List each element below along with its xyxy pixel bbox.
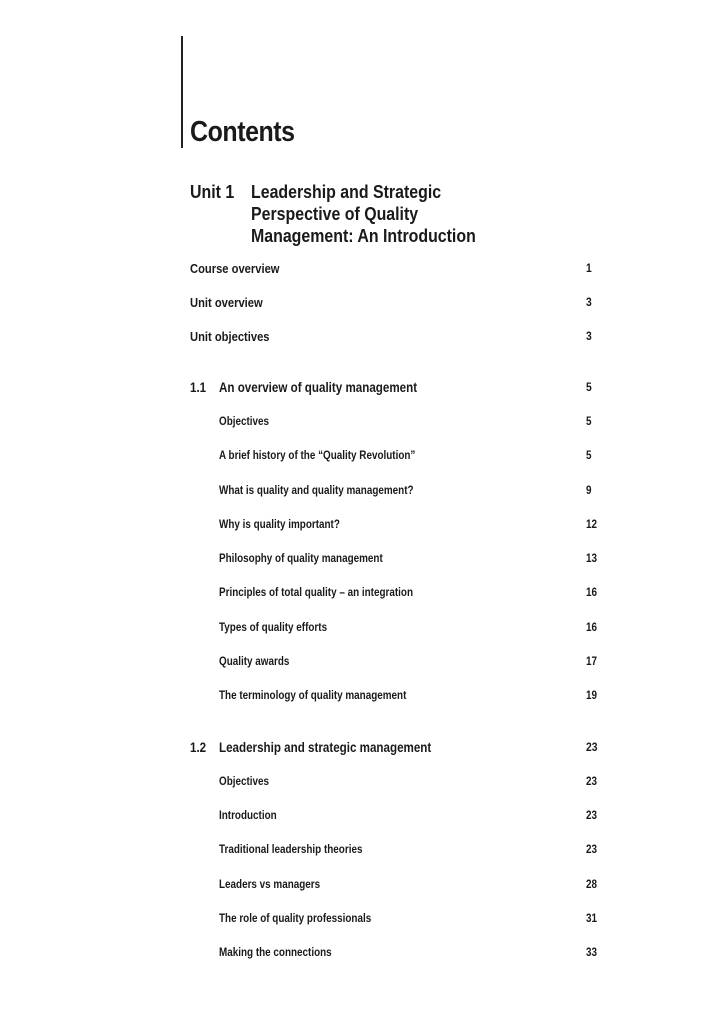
header-rule (181, 36, 183, 148)
toc-subentry[interactable] (0, 450, 728, 470)
toc-section-title: An overview of quality management (219, 380, 418, 395)
toc-subentry-label: Leaders vs managers (219, 879, 321, 891)
toc-subentry[interactable] (0, 519, 728, 539)
toc-entry-page: 3 (586, 295, 592, 309)
toc-entry-label: Unit overview (190, 295, 263, 310)
toc-subentry-label: Principles of total quality – an integration (219, 587, 413, 599)
toc-subentry-label: Introduction (219, 810, 277, 822)
toc-subentry[interactable] (0, 913, 728, 933)
toc-section-number: 1.1 (190, 380, 207, 395)
toc-section-title: Leadership and strategic management (219, 740, 432, 755)
toc-subentry-label: The terminology of quality management (219, 690, 407, 702)
toc-subentry[interactable] (0, 656, 728, 676)
toc-subentry-page: 28 (586, 879, 598, 891)
toc-subentry[interactable] (0, 553, 728, 573)
toc-subentry-page: 23 (586, 844, 598, 856)
toc-subentry-label: Objectives (219, 776, 270, 788)
toc-subentry-label: Objectives (219, 416, 270, 428)
toc-subentry-page: 19 (586, 690, 598, 702)
toc-subentry[interactable] (0, 776, 728, 796)
toc-subentry-page: 17 (586, 656, 598, 668)
toc-subentry[interactable] (0, 587, 728, 607)
toc-subentry-page: 12 (586, 519, 598, 531)
toc-entry-course-overview[interactable] (0, 261, 728, 281)
toc-subentry-label: What is quality and quality management? (219, 485, 414, 497)
toc-entry-page: 1 (586, 261, 592, 275)
toc-subentry-page: 13 (586, 553, 598, 565)
unit-number: Unit 1 (190, 181, 235, 202)
unit-title-line: Management: An Introduction (251, 225, 476, 246)
toc-subentry[interactable] (0, 485, 728, 505)
toc-subentry-page: 23 (586, 776, 598, 788)
toc-subentry-label: The role of quality professionals (219, 913, 372, 925)
unit-title-line: Perspective of Quality (251, 203, 419, 224)
toc-subentry-page: 33 (586, 947, 598, 959)
toc-subentry-label: Types of quality efforts (219, 622, 328, 634)
toc-entry-page: 3 (586, 329, 592, 343)
toc-subentry-page: 31 (586, 913, 598, 925)
toc-entry-unit-overview[interactable] (0, 295, 728, 315)
toc-entry-unit-objectives[interactable] (0, 329, 728, 349)
toc-section-page: 23 (586, 740, 598, 754)
unit-title-line: Leadership and Strategic (251, 181, 442, 202)
toc-subentry[interactable] (0, 844, 728, 864)
toc-subentry[interactable] (0, 810, 728, 830)
toc-section-1-1[interactable] (0, 380, 728, 400)
toc-subentry[interactable] (0, 879, 728, 899)
toc-subentry-label: Philosophy of quality management (219, 553, 383, 565)
page-title: Contents (190, 116, 295, 148)
toc-subentry-label: Quality awards (219, 656, 290, 668)
toc-subentry-label: Making the connections (219, 947, 332, 959)
toc-subentry-page: 5 (586, 416, 592, 428)
toc-subentry-page: 23 (586, 810, 598, 822)
unit-title (251, 181, 476, 247)
toc-entry-label: Course overview (190, 261, 280, 276)
toc-subentry[interactable] (0, 416, 728, 436)
toc-subentry-page: 16 (586, 622, 598, 634)
toc-section-1-2[interactable] (0, 740, 728, 760)
toc-subentry[interactable] (0, 947, 728, 967)
toc-entry-label: Unit objectives (190, 329, 270, 344)
toc-subentry[interactable] (0, 690, 728, 710)
toc-subentry-label: Traditional leadership theories (219, 844, 363, 856)
toc-subentry-label: A brief history of the “Quality Revolution” (219, 450, 416, 462)
toc-section-number: 1.2 (190, 740, 207, 755)
toc-subentry[interactable] (0, 622, 728, 642)
toc-subentry-page: 5 (586, 450, 592, 462)
toc-subentry-page: 9 (586, 485, 592, 497)
toc-section-page: 5 (586, 380, 592, 394)
toc-subentry-page: 16 (586, 587, 598, 599)
toc-subentry-label: Why is quality important? (219, 519, 340, 531)
